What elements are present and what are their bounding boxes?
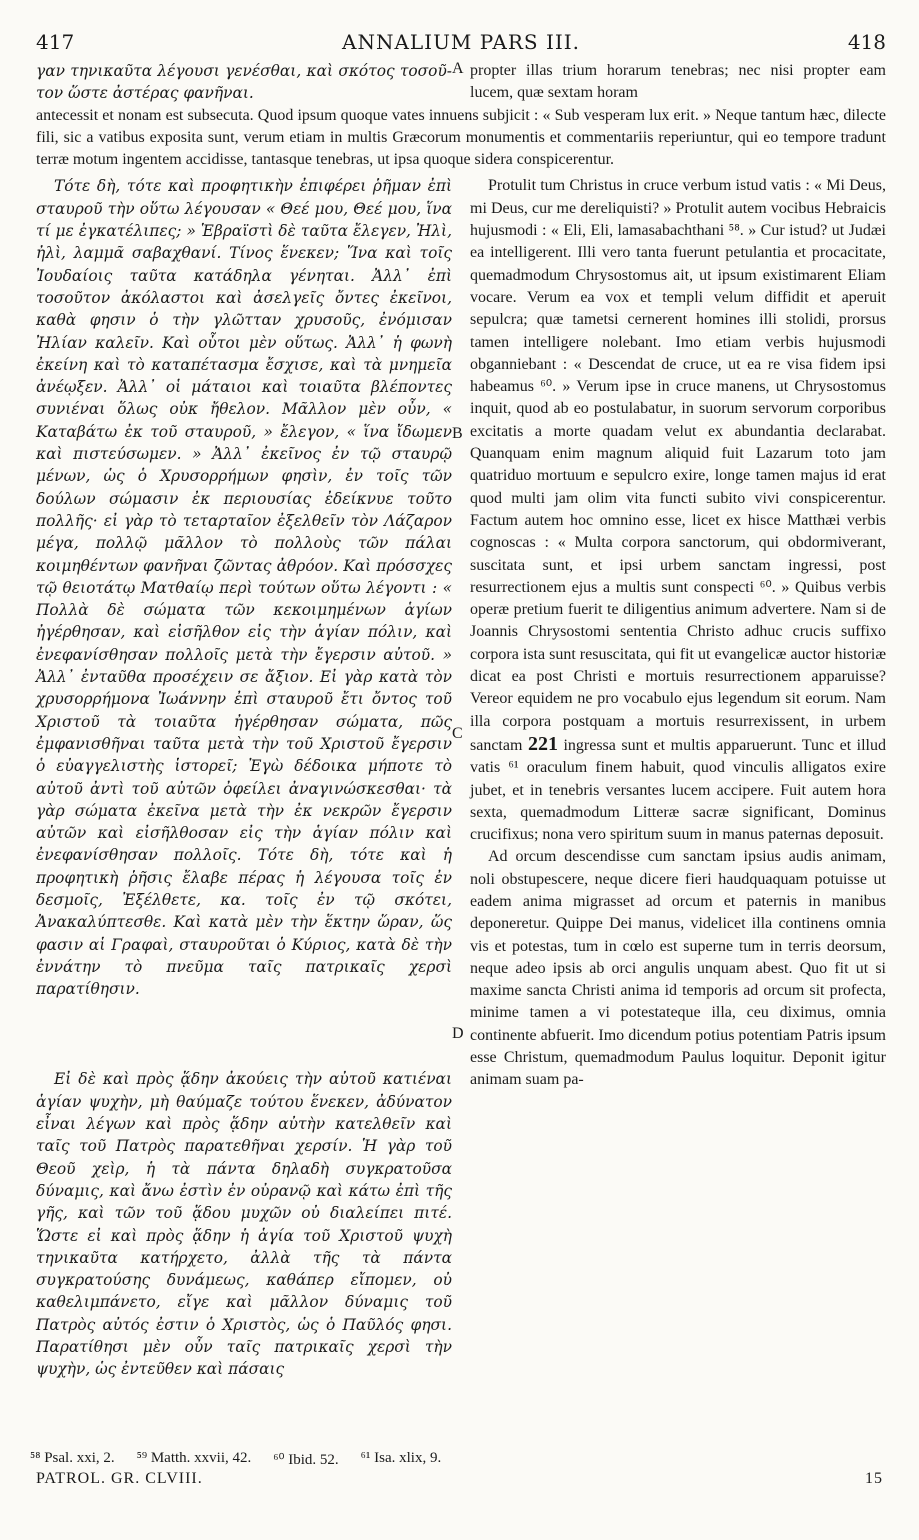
greek-column (36, 175, 452, 1380)
latin-paragraph-1a: Protulit tum Christus in cruce verbum istud vatis : « Mi Deus, mi Deus, cur me dereliquisti? » Protulit autem vocibus Hebraicis hujusmodi : « Eli, Eli, lamasabachthani ⁵⁸. » Cur istud? ut Judæi ea intelligerent. Illi vero tanta fuerunt petulantia et procacitate, quemadmodum Chrysostomus ait, ut ipsum existimarent Eliam vocare. Verum ea vox et templi velum diffidit et aperuit sepulcra; quæ tametsi cernerent homines illi stolidi, prorsus tamen intelligere nolebant. Imo etiam verbis hujusmodi obganniebant : « Descendat de cruce, ut ea re visa fidem ipsi habeamus ⁶⁰. » Verum ipse in cruce manens, ut Chrysostomus inquit, quod ab eo postulabatur, in suorum servorum corporibus excitatis a morte quadam velut ex abundantia declarabat. Quanquam enim magnum aliquid fuit Lazarum toto jam quatriduo mortuum e sepulcro exire, longe tamen majus id erat quod multi jam olim vita functi subito vivi conspicerentur. Factum autem hoc omnino esse, licet ex hisce Matthæi verbis cognoscas : « Multa corpora sanctorum, qui obdormiverant, suscitata sunt, et ipsi urbem sanctam ingressi, post resurrectionem ejus a multis sunt conspecti ⁶⁰. » Quibus verbis operæ pretium fuerit te diligentius animum advertere. Nam si de Joannis Chrysostomi sententia Christo adhuc crucis suffixo corpora ista sunt resuscitata, qui fit ut evangelicæ auctor historiæ dicat ea post Christi e mortuis resurrectionem apparuisse? Vereor equidem ne pro vocabulo ejus legendum sit eorum. Nam illa corpora postquam a mortuis resurrexissent, in urbem sanctam (470, 177, 886, 754)
latin-paragraph-1b: ingressa sunt et multis apparuerunt. Tunc et illud vatis ⁶¹ oraculum finem habuit, quod vinculis alligatos exire jubet, et in tenebris versantes lucem accipere. Fuit autem hora sexta, quemadmodum Litteræ sacræ significant, Dominus crucifixus; nona vero spiritum suum in manus paternas deposuit. (470, 736, 887, 844)
running-title: ANNALIUM PARS III. (342, 30, 580, 54)
greek-paragraph-2: Εἰ δὲ καὶ πρὸς ᾅδην ἀκούεις τὴν αὐτοῦ κατιέναι ἁγίαν ψυχὴν, μὴ θαύμαζε τούτου ἕνεκεν, ἀδύνατον εἶναι λέγων καὶ πρὸς ᾅδην αὐτὴν κατελθεῖν καὶ ταῖς τοῦ Πατρὸς παρατεθῆναι χερσίν. Ἡ γὰρ τοῦ Θεοῦ χεὶρ, ἡ τὰ πάντα δηλαδὴ συγκρατοῦσα δύναμις, καὶ ἄνω ἐστὶν ἐν οὐρανῷ καὶ κάτω ἐπὶ τῆς γῆς, καὶ τῶν τοῦ ᾅδου μυχῶν οὐ διαλείπει πιτέ. Ὥστε εἰ καὶ πρὸς ᾅδην ἡ ἁγία τοῦ Χριστοῦ ψυχὴ τηνικαῦτα κατήρχετο, ἀλλὰ τῆς τὰ πάντα συγκρατούσης δυνάμεως, καθάπερ εἴπομεν, οὐ καθελιμπάνετο, εἴγε καὶ μᾶλλον δύναμις τοῦ Πατρὸς αὐτός ἐστιν ὁ Χριστὸς, ὡς ὁ Παῦλός φησι. Παρατίθησι μὲν οὖν ταῖς πατρικαῖς χερσὶ τὴν ψυχὴν, ὡς ἐντεῦθεν καὶ πάσαις (36, 1070, 452, 1379)
footnotes (30, 1450, 919, 1469)
top-section (36, 60, 886, 171)
page-marker: 221 (527, 732, 558, 755)
margin-letter-b: B (452, 425, 463, 443)
two-column-body (36, 175, 886, 1380)
margin-letter-a: A (452, 60, 464, 77)
footnote-61: ⁶¹ Isa. xlix, 9. (360, 1450, 442, 1466)
page-number-left: 417 (36, 30, 75, 54)
latin-paragraph-1 (470, 175, 886, 846)
page-header (36, 20, 886, 60)
footnote-58: ⁵⁸ Psal. xxi, 2. (30, 1450, 115, 1466)
margin-letter-d: D (452, 1025, 464, 1043)
greek-top-text: γαν τηνικαῦτα λέγουσι γενέσθαι, καὶ σκότος τοσοῦ- τον ὥστε ἀστέρας φανῆναι. (36, 62, 452, 103)
latin-top-text: propter illas trium horarum tenebras; nec nisi propter eam lucem, quæ sextam horam (470, 62, 886, 102)
margin-letter-c: C (452, 725, 463, 743)
volume-signature: PATROL. GR. CLVIII. (36, 1470, 203, 1487)
page-number-right: 418 (847, 30, 886, 54)
latin-column (470, 175, 886, 1380)
gathering-number: 15 (865, 1470, 883, 1487)
page (36, 20, 886, 1520)
footnote-60: ⁶⁰ Ibid. 52. (273, 1452, 339, 1468)
full-width-text: antecessit et nonam est subsecuta. Quod ipsum quoque vates innuens subjicit : « Sub vesperam lux erit. » Neque tantum hæc, dilecte fili, sic a vatibus exposita sunt, verum etiam in multis Græcorum monumentis et commentariis reperiuntur, qui eo tempore tradunt terræ motum ingentem accidisse, tantasque tenebras, ut ipsa quoque sidera conspicerentur. (36, 106, 886, 169)
latin-paragraph-2: Ad orcum descendisse cum sanctam ipsius audis animam, noli obstupescere, neque dicere fieri haudquaquam potuisse ut eadem anima migrasset ad orcum et paternis in manibus deponeretur. Quippe Dei manus, videlicet illa continens omnia vis et potestas, tum in cœlo est superne tum in terris deorsum, neque adeo ipsis ab orci angulis unquam abest. Quo fit ut si maxime sancta Christi anima id temporis ad orcum sit profecta, minime tamen a vi potestateque illa, ceu diximus, omnia continente abfuerit. Imo dicendum potius potentiam Patris ipsum esse Christum, quemadmodum Paulus loquitur. Deponit igitur animam suam pa- (470, 848, 886, 1089)
footnote-59: ⁵⁹ Matth. xxvii, 42. (136, 1450, 252, 1466)
greek-paragraph-1: Τότε δὴ, τότε καὶ προφητικὴν ἐπιφέρει ῥῆμαν ἐπὶ σταυροῦ τὴν οὕτω λέγουσαν « Θεέ μου, Θεέ μου, ἵνα τί με ἐγκατέλιπες; » Ἑβραϊστὶ δὲ ταῦτα ἔλεγεν, Ἠλὶ, ἠλὶ, λαμμᾶ σαβαχθανί. Τίνος ἕνεκεν; Ἵνα καὶ τοῖς Ἰουδαίοις ταῦτα κατάδηλα γένηται. Ἀλλ᾽ ἐπὶ τοσοῦτον ἀκόλαστοι καὶ ἀσελγεῖς ὄντες ἐκεῖνοι, καθὰ φησιν ὁ τὴν γλῶτταν χρυσοῦς, ἐνόμισαν Ἠλίαν καλεῖν. Καὶ οὗτοι μὲν οὕτως. Ἀλλ᾽ ἡ φωνὴ ἐκείνη καὶ τὸ καταπέτασμα ἔσχισε, καὶ τὰ μνημεῖα ἀνέῳξεν. Ἀλλ᾽ οἱ μάταιοι καὶ τοιαῦτα βλέποντες συνιέναι ὅλως οὐκ ἤθελον. Μᾶλλον μὲν οὖν, « Καταβάτω ἐκ τοῦ σταυροῦ, » ἔλεγον, « ἵνα ἴδωμεν καὶ πιστεύσωμεν. » Ἀλλ᾽ ἐκεῖνος ἐν τῷ σταυρῷ μένων, ὡς ὁ Χρυσορρήμων φησὶν, ἐν τοῖς τῶν δούλων σώμασιν ἐκ περιουσίας ἐδείκνυε τοῦτο πολλῆς· εἰ γὰρ τὸ τεταρταῖον ἐξελθεῖν τὸν Λάζαρον μέγα, πολλῷ μᾶλλον τὸ πολλοὺς τῶν πάλαι κοιμηθέντων φανῆναι ζῶντας ἀθρόον. Καὶ πρόσσχες τῷ θειοτάτῳ Ματθαίῳ περὶ τούτων οὕτω λέγοντι : « Πολλὰ δὲ σώματα τῶν κεκοιμημένων ἁγίων ἠγέρθησαν, καὶ εἰσῆλθον εἰς τὴν ἁγίαν πόλιν, καὶ ἐνεφανίσθησαν πολλοῖς μετὰ τὴν ἔγερσιν αὐτοῦ. » Ἀλλ᾽ ἐνταῦθα προσέχειν σε ἄξιον. Εἰ γὰρ κατὰ τὸν χρυσορρήμονα Ἰωάννην ἐπὶ σταυροῦ ἔτι ὄντος τοῦ Χριστοῦ τὰ τοιαῦτα ἠγέρθησαν σώματα, πῶς ἐμφανισθῆναι ταῦτα μετὰ τὴν τοῦ Χριστοῦ ἔγερσιν ὁ εὐαγγελιστὴς ἱστορεῖ; Ἐγὼ δέδοικα μήποτε τὸ αὐτοῦ ἀντὶ τοῦ αὐτῶν ὀφείλει ἀναγινώσκεσθαι· τὰ γὰρ σώματα ἐκεῖνα μετὰ τὴν ἐκ νεκρῶν ἔγερσιν αὐτῶν καὶ εἰσῆλθοσαν εἰς τὴν ἁγίαν πόλιν καὶ ἐνεφανίσθησαν πολλοῖς. Τότε δὴ, τότε καὶ ἡ προφητικὴ ῥῆσις ἔλαβε πέρας ἡ λέγουσα τοῖς ἐν δεσμοῖς, Ἐξέλθετε, κα. τοῖς ἐν τῷ σκότει, Ἀνακαλύπτεσθε. Καὶ κατὰ μὲν τὴν ἕκτην ὥραν, ὥς φασιν αἱ Γραφαὶ, σταυροῦται ὁ Κύριος, κατὰ δὲ τὴν ἐννάτην τὸ πνεῦμα ταῖς πατρικαῖς χερσὶ παρατίθησιν. (36, 177, 452, 999)
